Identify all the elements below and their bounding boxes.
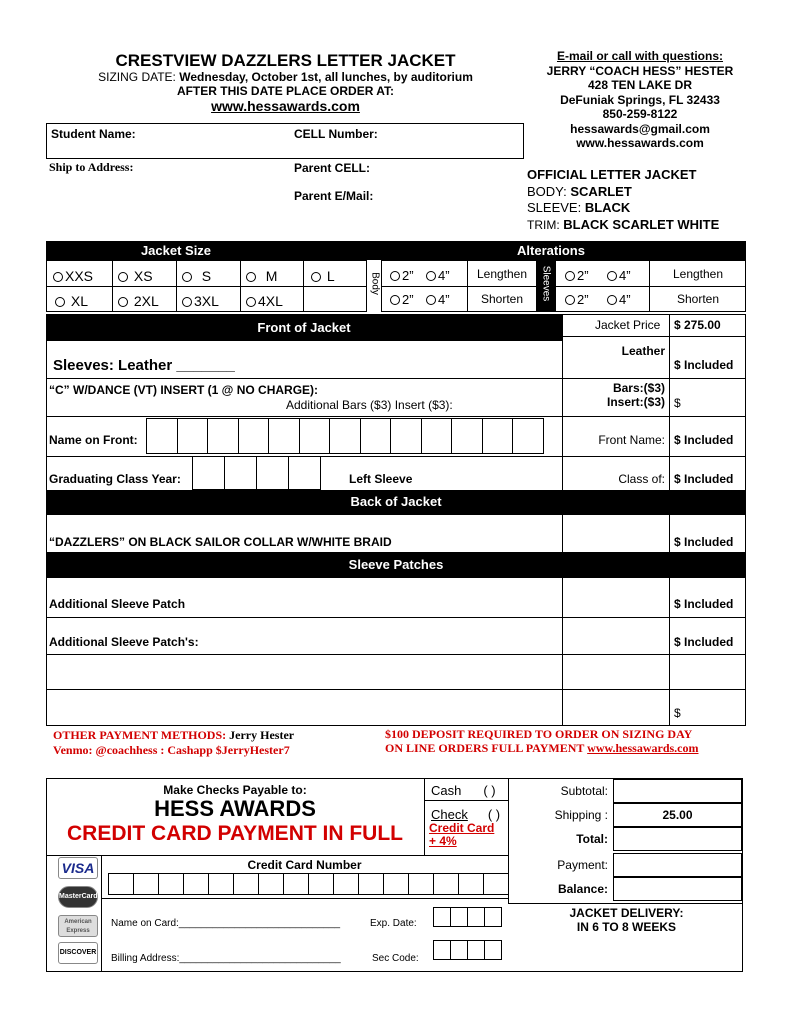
radio-icon <box>53 272 63 282</box>
radio-icon <box>390 295 400 305</box>
digit-box[interactable] <box>158 873 184 895</box>
sleeve-4in-option[interactable]: 4” <box>607 268 631 283</box>
header-website[interactable]: www.hessawards.com <box>211 98 360 114</box>
radio-icon <box>607 271 617 281</box>
venmo-line: Venmo: @coachhess : Cashapp $JerryHester7 <box>53 743 290 757</box>
contact-phone: 850-259-8122 <box>602 107 678 121</box>
digit-box[interactable] <box>433 940 451 960</box>
body-4in-option[interactable]: 4” <box>426 268 450 283</box>
jacket-size-heading: Jacket Size <box>140 243 212 258</box>
digit-box[interactable] <box>483 873 509 895</box>
trim-color: BLACK SCARLET WHITE <box>563 216 720 232</box>
size-option-2xl[interactable]: 2XL <box>118 293 159 309</box>
official-jacket-info: OFFICIAL LETTER JACKET BODY: SCARLET SLEEVE: BLACK TRIM: BLACK SCARLET WHITE <box>527 167 720 232</box>
radio-icon <box>118 272 128 282</box>
digit-box[interactable] <box>258 873 284 895</box>
alterations-heading: Alterations <box>517 243 585 258</box>
back-heading: Back of Jacket <box>46 490 746 515</box>
radio-icon <box>565 271 575 281</box>
bars-price: $ <box>674 396 681 410</box>
front-name-price: $ Included <box>674 433 734 447</box>
digit-box[interactable] <box>233 873 259 895</box>
sleeves-side-label: Sleeves <box>536 260 556 312</box>
contact-heading: E-mail or call with questions: <box>556 49 724 63</box>
cc-payment-full: CREDIT CARD PAYMENT IN FULL <box>67 822 403 845</box>
patch-line-2: Additional Sleeve Patch's: <box>49 635 199 649</box>
contact-email[interactable]: hessawards@gmail.com <box>570 121 710 136</box>
name-on-card-field[interactable]: Name on Card:_____________________________ <box>111 918 341 929</box>
cc-number-label: Credit Card Number <box>247 858 362 872</box>
digit-box[interactable] <box>308 873 334 895</box>
digit-box[interactable] <box>383 873 409 895</box>
online-link[interactable]: www.hessawards.com <box>587 741 699 755</box>
leather-label: Leather <box>621 344 665 358</box>
collar-line: “DAZZLERS” ON BLACK SAILOR COLLAR W/WHITE BRAID <box>49 535 392 549</box>
digit-box[interactable] <box>467 940 485 960</box>
body-2in-option-shorten[interactable]: 2” <box>390 292 414 307</box>
contact-block <box>520 49 760 151</box>
size-option-xl[interactable]: XL <box>55 293 88 309</box>
size-option-s[interactable]: S <box>182 268 211 284</box>
digit-box[interactable] <box>358 873 384 895</box>
contact-street: 428 TEN LAKE DR <box>587 78 693 92</box>
class-of-label: Class of: <box>618 472 665 486</box>
patch-line-1: Additional Sleeve Patch <box>49 597 186 611</box>
size-table-header <box>46 241 746 260</box>
grad-year-label: Graduating Class Year: <box>49 472 181 486</box>
radio-icon <box>426 295 436 305</box>
digit-box[interactable] <box>458 873 484 895</box>
letter-box[interactable] <box>146 418 178 454</box>
form-title: CRESTVIEW DAZZLERS LETTER JACKET <box>115 51 456 70</box>
sleeve-color: BLACK <box>584 200 631 215</box>
digit-box[interactable] <box>433 873 459 895</box>
body-side-label: Body <box>366 260 382 312</box>
digit-box[interactable] <box>484 907 502 927</box>
balance-field[interactable] <box>613 877 742 901</box>
sleeve-lengthen[interactable]: Lengthen <box>672 267 724 281</box>
radio-icon <box>182 297 192 307</box>
digit-box[interactable] <box>408 873 434 895</box>
student-name-label[interactable]: Student Name: <box>51 127 136 141</box>
letter-box[interactable] <box>299 418 331 454</box>
letter-box[interactable] <box>329 418 361 454</box>
checks-payable-label: Make Checks Payable to: <box>163 783 307 797</box>
letter-box[interactable] <box>238 418 270 454</box>
cc-fee-note: Credit Card + 4% <box>429 821 495 848</box>
jacket-price-value: $ 275.00 <box>674 318 721 332</box>
letter-box[interactable] <box>451 418 483 454</box>
payment-field[interactable] <box>613 853 742 877</box>
body-4in-option-shorten[interactable]: 4” <box>426 292 450 307</box>
jacket-price-label: Jacket Price <box>595 318 661 332</box>
letter-box[interactable] <box>207 418 239 454</box>
billing-address-field[interactable]: Billing Address:_____________________________ <box>111 953 341 964</box>
sec-code-boxes[interactable] <box>433 940 503 960</box>
front-name-label: Front Name: <box>598 433 665 447</box>
total-label: Total: <box>576 832 608 846</box>
size-option-3xl[interactable]: 3XL <box>182 293 219 309</box>
size-option-xs[interactable]: XS <box>118 268 153 284</box>
grad-year-boxes[interactable] <box>192 456 320 490</box>
patch-price-2: $ Included <box>674 635 734 649</box>
digit-box[interactable] <box>192 456 225 490</box>
bars-insert-labels: Bars:($3) Insert:($3) <box>606 381 665 409</box>
radio-icon <box>55 297 65 307</box>
parent-cell-label[interactable]: Parent CELL: <box>294 161 371 175</box>
letter-box[interactable] <box>177 418 209 454</box>
sleeve-2in-option[interactable]: 2” <box>565 268 589 283</box>
radio-icon <box>246 297 256 307</box>
digit-box[interactable] <box>484 940 502 960</box>
contact-name: JERRY “COACH HESS” HESTER <box>546 63 734 78</box>
contact-web[interactable]: www.hessawards.com <box>576 136 704 150</box>
digit-box[interactable] <box>333 873 359 895</box>
cash-option[interactable]: Cash ( ) <box>431 783 496 798</box>
digit-box[interactable] <box>224 456 257 490</box>
digit-box[interactable] <box>450 907 468 927</box>
digit-box[interactable] <box>288 456 321 490</box>
online-orders-line: ON LINE ORDERS FULL PAYMENT www.hessawards.com <box>385 741 699 755</box>
sleeve-patches-heading: Sleeve Patches <box>46 552 746 578</box>
sec-code-label: Sec Code: <box>372 953 419 964</box>
radio-icon <box>311 272 321 282</box>
letter-box[interactable] <box>390 418 422 454</box>
leather-price: $ Included <box>674 358 734 372</box>
subtotal-field[interactable] <box>613 779 742 803</box>
digit-box[interactable] <box>108 873 134 895</box>
digit-box[interactable] <box>433 907 451 927</box>
ship-to-label[interactable]: Ship to Address: <box>49 160 134 174</box>
digit-box[interactable] <box>183 873 209 895</box>
sleeve-4in-option-shorten[interactable]: 4” <box>607 292 631 307</box>
subtotal-label: Subtotal: <box>560 784 608 798</box>
letter-box[interactable] <box>482 418 514 454</box>
radio-icon <box>118 297 128 307</box>
size-option-xxs[interactable]: XXS <box>53 268 93 284</box>
digit-box[interactable] <box>133 873 159 895</box>
deposit-line: $100 DEPOSIT REQUIRED TO ORDER ON SIZING DAY <box>385 727 693 741</box>
digit-box[interactable] <box>208 873 234 895</box>
radio-icon <box>246 272 256 282</box>
body-shorten[interactable]: Shorten <box>480 292 524 306</box>
balance-label: Balance: <box>557 882 608 896</box>
sleeve-2in-option-shorten[interactable]: 2” <box>565 292 589 307</box>
digit-box[interactable] <box>467 907 485 927</box>
letter-box[interactable] <box>421 418 453 454</box>
digit-box[interactable] <box>283 873 309 895</box>
discover-icon: DISCOVER <box>58 942 98 964</box>
exp-date-label: Exp. Date: <box>370 918 417 929</box>
visa-icon: VISA <box>58 857 98 879</box>
radio-icon <box>607 295 617 305</box>
radio-icon <box>182 272 192 282</box>
amex-icon: American Express <box>58 915 98 937</box>
digit-box[interactable] <box>450 940 468 960</box>
shipping-value: 25.00 <box>662 808 693 822</box>
front-heading: Front of Jacket <box>46 314 562 341</box>
digit-box[interactable] <box>256 456 289 490</box>
name-on-front-boxes[interactable] <box>146 418 544 454</box>
insert-line-1: “C” W/DANCE (VT) INSERT (1 @ NO CHARGE): <box>49 383 319 397</box>
letter-box[interactable] <box>360 418 392 454</box>
body-2in-option[interactable]: 2” <box>390 268 414 283</box>
body-lengthen[interactable]: Lengthen <box>476 267 528 281</box>
body-color: SCARLET <box>570 183 632 199</box>
sleeves-leather-field[interactable]: Sleeves: Leather _______ <box>53 357 235 374</box>
class-of-price: $ Included <box>674 472 734 486</box>
name-on-front-label: Name on Front: <box>49 433 138 447</box>
patch-price-1: $ Included <box>674 597 734 611</box>
radio-icon <box>426 271 436 281</box>
sizing-date: SIZING DATE: Wednesday, October 1st, all lunches, by auditorium <box>98 70 473 84</box>
letter-box[interactable] <box>268 418 300 454</box>
shipping-label: Shipping : <box>554 808 608 822</box>
other-payment-methods: OTHER PAYMENT METHODS: Jerry Hester <box>53 728 295 742</box>
parent-email-label[interactable]: Parent E/Mail: <box>294 189 374 203</box>
letter-box[interactable] <box>512 418 544 454</box>
collar-price: $ Included <box>674 535 734 549</box>
cc-number-boxes[interactable] <box>108 873 508 895</box>
cell-number-label[interactable]: CELL Number: <box>294 127 378 141</box>
sleeve-shorten[interactable]: Shorten <box>676 292 720 306</box>
check-option[interactable]: Check ( ) <box>431 807 501 822</box>
company-name: HESS AWARDS <box>154 796 316 821</box>
size-option-4xl[interactable]: 4XL <box>246 293 283 309</box>
after-date: AFTER THIS DATE PLACE ORDER AT: <box>176 84 395 98</box>
order-table <box>46 314 746 726</box>
insert-line-2: Additional Bars ($3) Insert ($3): <box>286 398 453 412</box>
delivery-note: JACKET DELIVERY: IN 6 TO 8 WEEKS <box>569 906 684 934</box>
size-option-m[interactable]: M <box>246 268 277 284</box>
total-dollar: $ <box>674 706 681 720</box>
mastercard-icon: MasterCard <box>58 886 98 908</box>
contact-city: DeFuniak Springs, FL 32433 <box>560 92 720 107</box>
size-option-l[interactable]: L <box>311 268 335 284</box>
payment-label: Payment: <box>557 858 608 872</box>
left-sleeve-label: Left Sleeve <box>349 472 413 486</box>
total-field[interactable] <box>613 827 742 851</box>
exp-date-boxes[interactable] <box>433 907 503 927</box>
radio-icon <box>565 295 575 305</box>
official-heading: OFFICIAL LETTER JACKET <box>527 167 697 182</box>
radio-icon <box>390 271 400 281</box>
